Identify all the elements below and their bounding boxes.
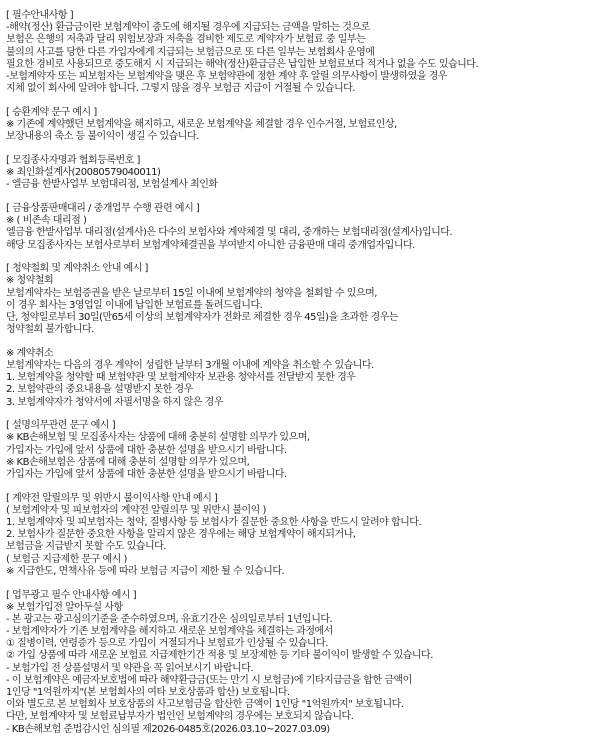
section-line: 불의의 사고를 당한 다른 가입자에게 지급되는 보험금으로 또 다른 일부는 보험회사 운영에 — [6, 46, 375, 58]
section-line: -해약(정산) 환급금이란 보험계약이 중도에 해지될 경우에 지급되는 금액을 말하는 것으로 — [6, 22, 370, 34]
section-line-first: [ 설명의무관련 문구 예시 ] — [6, 420, 116, 432]
section-line-first: ※ 계약취소 — [6, 347, 54, 359]
section-line: 3. 보험계약자가 청약서에 자필서명을 하지 않은 경우 — [6, 396, 223, 408]
notice-section — [6, 263, 600, 336]
section-line: ( 보험계약자 및 피보험자의 계약전 알릴의무 및 위반시 불이익 ) — [6, 504, 266, 516]
section-line: 보장내용의 축소 등 불이익이 생길 수 있습니다. — [6, 131, 199, 143]
section-line: 이와 별도로 본 보험회사 보호상품의 사고보험금을 합산한 금액이 1인당 "1억원까지" 보호됩니다. — [6, 699, 404, 711]
section-line: - 보험가입 전 상품설명서 및 약관을 꼭 읽어보시기 바랍니다. — [6, 662, 254, 674]
section-line: ※ 청약철회 — [6, 275, 54, 287]
section-line: 1. 보험계약자 및 피보험자는 청약, 질병사항 등 보험사가 질문한 중요한 사항을 반드시 알려야 합니다. — [6, 517, 422, 529]
notice-section — [6, 420, 600, 481]
section-gap — [6, 143, 600, 155]
section-gap — [6, 252, 600, 264]
notice-section — [6, 10, 600, 95]
section-gap — [6, 578, 600, 590]
notice-section — [6, 155, 600, 192]
section-line: ② 가입 상품에 따라 새로운 보험료 지급제한기간 적용 및 보장제한 등 기타 불이익이 발생할 수 있습니다. — [6, 650, 433, 662]
section-line: - 본 광고는 광고심의기준을 준수하였으며, 유효기간은 심의일로부터 1년입니다. — [6, 613, 333, 625]
section-line: -보험계약자 또는 피보험자는 보험계약을 맺은 후 보험약관에 정한 계약 후 알릴 의무사항이 발생하였을 경우 — [6, 70, 447, 82]
notice-section — [6, 590, 600, 736]
section-line: - 보험계약자가 기존 보험계약을 해지하고 새로운 보험계약을 체결하는 과정에서 — [6, 626, 333, 638]
section-line: 2. 보험사가 질문한 중요한 사항을 알리지 않은 경우에는 해당 보험계약이 해지되거나, — [6, 529, 356, 541]
section-line: ( 보험금 지급제한 문구 예시 ) — [6, 553, 127, 565]
section-gap — [6, 409, 600, 421]
notice-section — [6, 203, 600, 252]
section-line: 다만, 보험계약자 및 보험료납부자가 법인인 보험계약의 경우에는 보호되지 않습니다. — [6, 711, 354, 723]
section-gap — [6, 95, 600, 107]
section-line: 청약철회 불가합니다. — [6, 324, 94, 336]
section-line: 필요한 경비로 사용되므로 중도해지 시 지급되는 해약(정산)환급금은 납입한 보험료보다 적거나 없을 수도 있습니다. — [6, 58, 479, 70]
section-line-first: [ 필수안내사항 ] — [6, 10, 74, 21]
section-line: 이 경우 회사는 3영업일 이내에 납입한 보험료를 돌려드립니다. — [6, 299, 263, 311]
section-line: - 이 보험계약은 예금자보호법에 따라 해약환급금(또는 만기 시 보험금)에 기타지급금을 합한 금액이 — [6, 674, 412, 686]
section-line: 보험계약자는 보험증권을 받은 날로부터 15일 이내에 보험계약의 청약을 철회할 수 있으며, — [6, 287, 377, 299]
section-line: 보험은 은행의 저축과 달리 위험보장과 저축을 겸비한 제도로 계약자가 보험료 중 일부는 — [6, 34, 366, 46]
section-line: 지체 없이 회사에 알려야 합니다. 그렇지 않을 경우 보험금 지급이 거절될 수 있습니다. — [6, 83, 355, 95]
section-line: 보험금을 지급받지 못할 수도 있습니다. — [6, 541, 166, 553]
section-line: ※ ( 비존속 대리점 ) — [6, 215, 87, 227]
section-line: - KB손해보험 준법감시인 심의필 제2026-0485호(2026.03.10~2027.03.09) — [6, 723, 330, 735]
section-line: ※ 보험가입전 알아두실 사항 — [6, 601, 123, 613]
section-line-first: [ 금융상품판매대리 / 중개업무 수행 관련 예시 ] — [6, 202, 200, 214]
section-gap — [6, 336, 600, 348]
section-gap — [6, 481, 600, 493]
section-line: ※ 최인화설계사(20080579040011) — [6, 167, 161, 179]
section-line-first: [ 계약전 알릴의무 및 위반시 불이익사항 안내 예시 ] — [6, 492, 218, 504]
section-line: ① 질병이력, 연령증가 등으로 가입이 거절되거나 보험료가 인상될 수 있습니다. — [6, 638, 328, 650]
notice-section — [6, 107, 600, 144]
section-line: 가입자는 가입에 앞서 상품에 대한 충분한 설명을 받으시기 바랍니다. — [6, 469, 287, 480]
section-line: 엘금융 한밭사업부 대리점(설계사)은 다수의 보험사와 계약체결 및 대리, 중개하는 보험대리점(설계사)입니다. — [6, 227, 453, 239]
section-line-first: [ 청약철회 및 계약취소 안내 예시 ] — [6, 263, 148, 275]
section-gap — [6, 191, 600, 203]
section-line: ※ KB손해보험은 상품에 대해 충분히 설명할 의무가 있으며, — [6, 456, 250, 468]
section-line: 1. 보험계약을 청약할 때 보험약관 및 보험계약자 보관용 청약서를 전달받지 못한 경우 — [6, 372, 356, 384]
section-line-first: [ 모집종사자명과 협회등록번호 ] — [6, 154, 140, 166]
section-line: 단, 청약일로부터 30일(만65세 이상의 보험계약자가 전화로 체결한 경우 45일)을 초과한 경우는 — [6, 311, 399, 323]
notice-section — [6, 348, 600, 409]
section-line: 보험계약자는 다음의 경우 계약이 성립한 날부터 3개월 이내에 계약을 취소할 수 있습니다. — [6, 360, 374, 371]
section-line: ※ 기존에 계약했던 보험계약을 해지하고, 새로운 보험계약을 체결할 경우 인수거절, 보험료인상, — [6, 119, 397, 130]
section-line: - 엘금융 한밭사업부 보험대리점, 보험설계사 최인화 — [6, 179, 218, 191]
notice-section — [6, 493, 600, 578]
section-line: 1인당 "1억원까지"(본 보험회사의 여타 보호상품과 합산) 보호됩니다. — [6, 687, 290, 698]
section-line: ※ KB손해보험 및 모집종사자는 상품에 대해 충분히 설명할 의무가 있으며, — [6, 432, 310, 444]
section-line-first: [ 승환계약 문구 예시 ] — [6, 106, 97, 118]
section-line-first: [ 업무광고 필수 안내사항 예시 ] — [6, 589, 137, 601]
section-line: 가입자는 가입에 앞서 상품에 대한 충분한 설명을 받으시기 바랍니다. — [6, 444, 287, 456]
section-line: 해당 모집종사자는 보험사로부터 보험계약체결권을 부여받지 아니한 금융판매 대리 중개업자입니다. — [6, 239, 415, 251]
section-line: ※ 지급한도, 면책사유 등에 따라 보험금 지급이 제한 될 수 있습니다. — [6, 565, 285, 577]
section-line: 2. 보험약관의 중요내용을 설명받지 못한 경우 — [6, 384, 193, 396]
